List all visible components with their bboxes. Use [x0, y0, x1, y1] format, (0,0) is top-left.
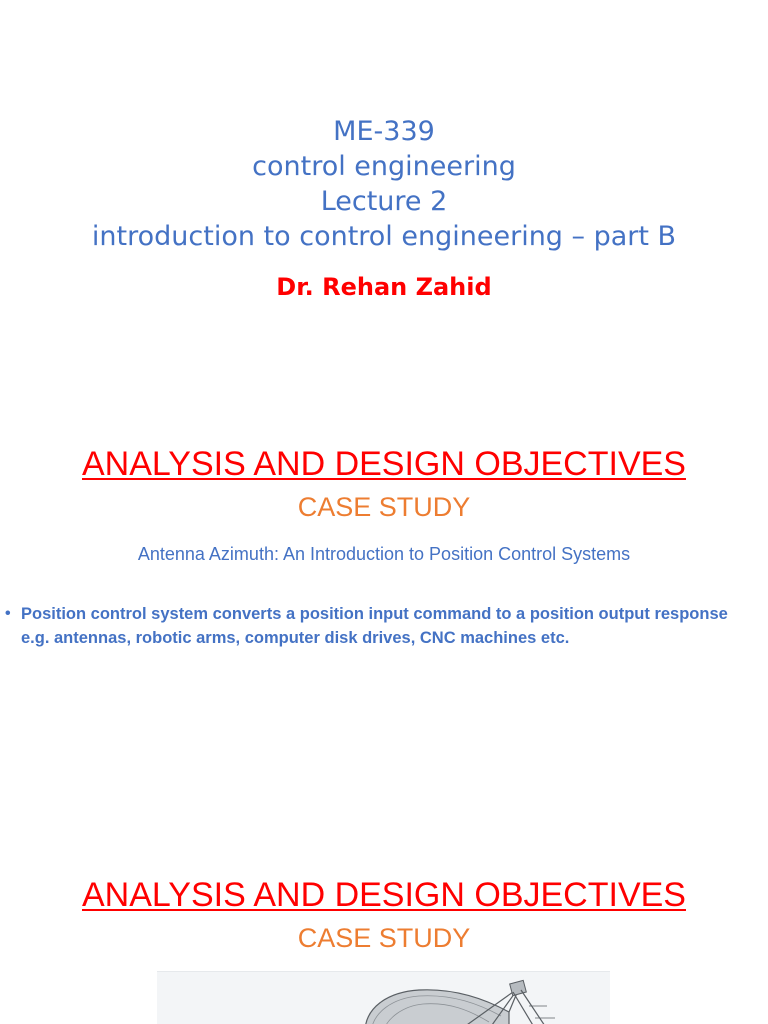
author-name: Dr. Rehan Zahid	[276, 273, 492, 301]
bullet-text-line-1: Position control system converts a position input command to a position output response	[21, 605, 728, 623]
bullet-marker-icon: •	[5, 605, 11, 622]
bullet-list	[0, 602, 768, 650]
slide-caption: Antenna Azimuth: An Introduction to Position Control Systems	[137, 544, 631, 564]
bullet-item	[0, 602, 768, 650]
slide-subheading: CASE STUDY	[297, 492, 471, 522]
course-name: control engineering	[252, 151, 516, 182]
lecture-title: introduction to control engineering – part B	[91, 221, 677, 252]
title-slide	[0, 114, 768, 302]
slide-subheading: CASE STUDY	[297, 923, 471, 953]
slide-heading: ANALYSIS AND DESIGN OBJECTIVES	[82, 876, 686, 914]
lecture-number: Lecture 2	[320, 186, 448, 217]
bullet-text-line-2: e.g. antennas, robotic arms, computer disk drives, CNC machines etc.	[21, 629, 570, 647]
antenna-image	[157, 971, 610, 1024]
antenna-dish-icon	[157, 972, 610, 1024]
course-code: ME-339	[333, 116, 435, 147]
slide-analysis-objectives-1	[0, 442, 768, 566]
slide-heading: ANALYSIS AND DESIGN OBJECTIVES	[82, 445, 686, 483]
slide-analysis-objectives-2	[0, 873, 768, 955]
